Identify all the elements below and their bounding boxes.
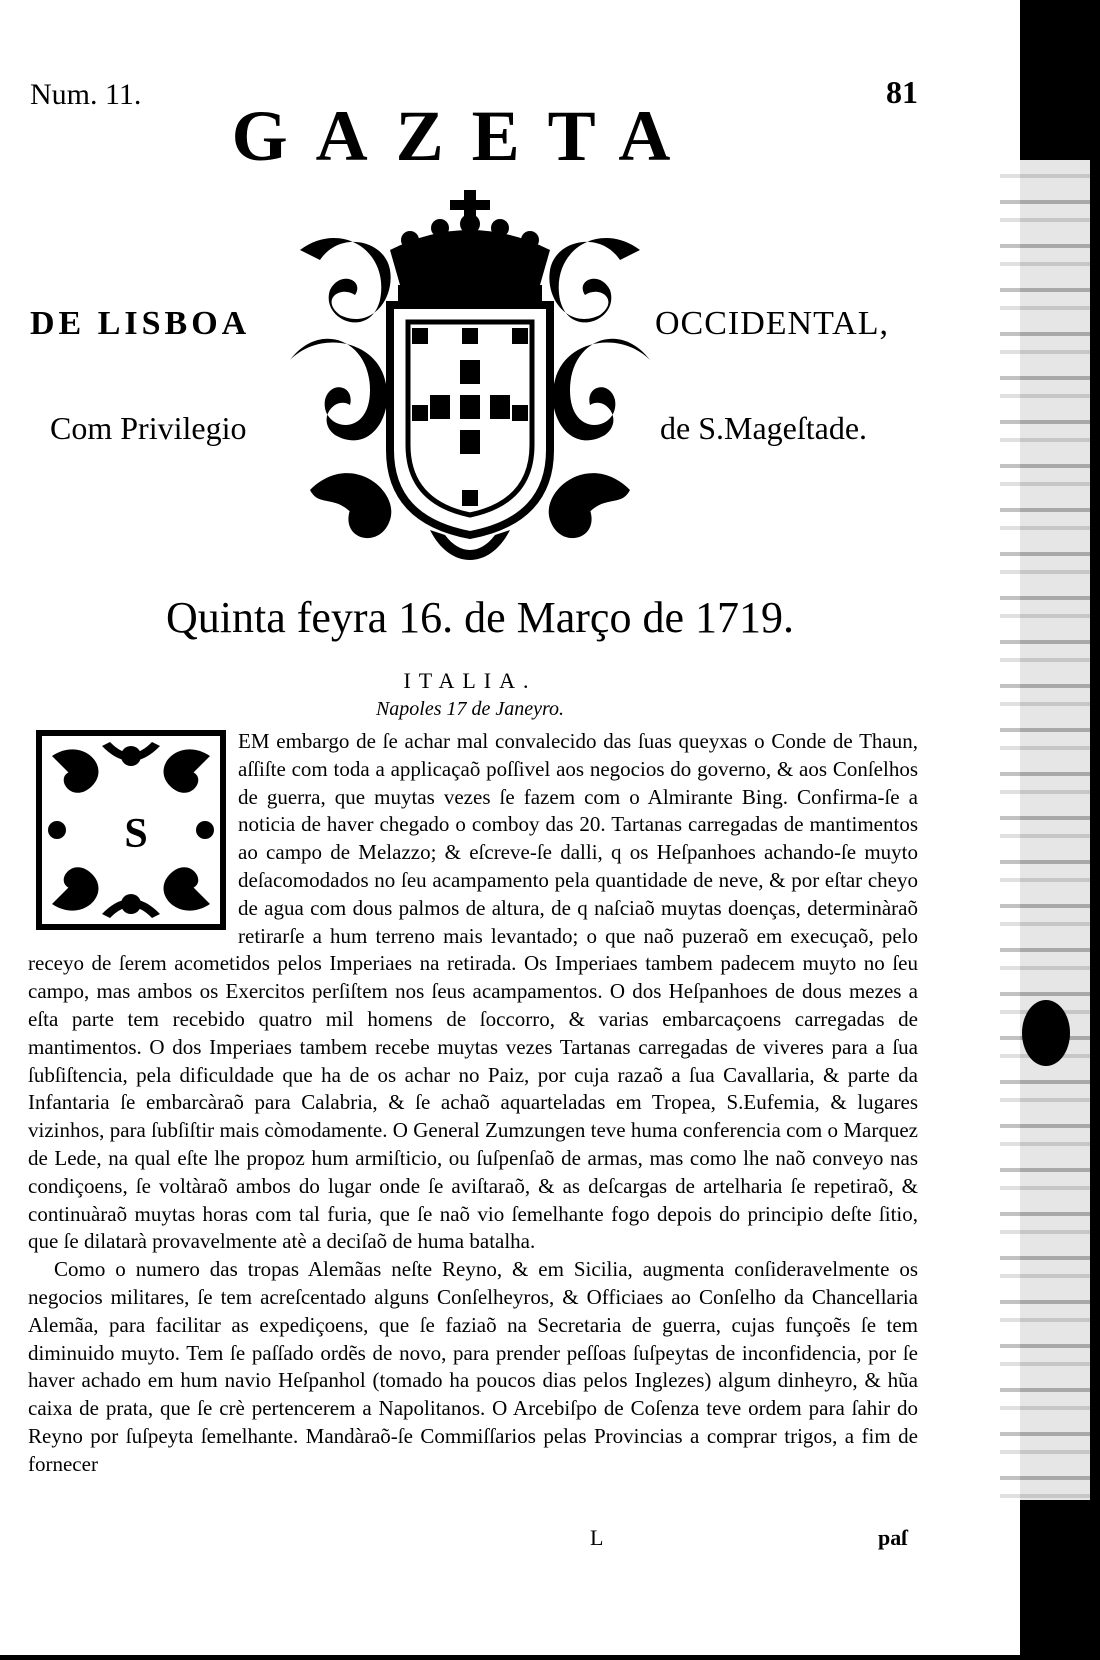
catchword: paſ: [878, 1525, 908, 1550]
ink-blot: [1022, 1000, 1070, 1066]
dateline-place: Napoles 17 de Janeyro.: [375, 698, 565, 720]
article-paragraph: Como o numero das tropas Alemãas neſte Reyno, & em Sicilia, augmenta conſideravelmente os negocios militares, ſe tem acreſcentado alguns Conſelheyros, & Officiaes ao Conſelho da Chancellaria Alemãa, para facilitar as expediçoens, que ſe faziaõ na Secretaria de guerra, cujas funçoẽs ſe tem diminuido muyto. Tem ſe paſſado ordẽs de novo, para prender peſſoas ſuſpeytas de inconfidencia, por ſe haver achado em hum navio Heſpanhol (tomado ha poucos dias pelos Inglezes) algum dinheyro, & hũa caixa de prata, que ſe crè pertencerem a Napolitanos. O Arcebiſpo de Coſenza teve ordem para ſahir do Reyno por ſuſpeyta ſemelhante. Mandàraõ-ſe Commiſſarios pelas Provincias a comprar trigos, a fim de fornecer: [28, 1257, 918, 1476]
masthead-right-line: OCCIDENTAL,: [655, 305, 889, 342]
signature-mark: L: [590, 1525, 604, 1550]
scan-edge: [1000, 160, 1090, 1500]
privilege-right: de S.Mageſtade.: [660, 410, 868, 446]
issue-date: Quinta feyra 16. de Março de 1719.: [165, 593, 794, 642]
section-heading: ITALIA.: [403, 668, 537, 693]
article-paragraph: EM embargo de ſe achar mal convalecido das ſuas queyxas o Conde de Thaun, aſſiſte com toda a applicaçaõ poſſivel aos negocios do governo, & aos Conſelhos de guerra, que muytas vezes ſe fazem com o Almirante Bing. Confirma-ſe a noticia de haver chegado o comboy das 20. Tartanas carregadas de mantimentos ao campo de Melazzo; & eſcreve-ſe dalli, q os Heſpanhoes achando-ſe muyto deſacomodados no ſeu acampamento pela quantidade de neve, & por eſtar cheyo de agua com dous palmos de altura, de q naſciaõ muytas doenças, determinàraõ retirarſe a hum terreno mais levantado; o que naõ puzeraõ em execuçaõ, pelo receyo de ſerem acometidos pelos Imperiaes na retirada. Os Imperiaes tambem padecem muyto no ſeu campo, mas ambos os Exercitos perſiſtem nos ſeus acampamentos. O dos Heſpanhoes de dous mezes a eſta parte tem recebido quatro mil homens de ſoccorro, & varias embarcaçoens carregadas de mantimentos. O dos Imperiaes tambem recebe muytas vezes Tartanas carregadas de viveres para a ſua ſubſiſtencia, pela dificuldade que ha de os achar no Paiz, por cuja razaõ a ſua Cavallaria, & parte da Infantaria ſe embarcàraõ para Calabria, & ſe achaõ aquarteladas em Tropea, S.Eufemia, & lugares vizinhos, para ſubſiſtir mais còmodamente. O General Zumzungen teve huma conferencia com o Marquez de Lede, na qual eſte lhe propoz hum armiſticio, ou ſuſpenſaõ de armas, mas como lhe naõ conveyo nas condiçoens, ſe voltàraõ ambos do lugar onde ſe aviſtaraõ, & as deſcargas de artelharia ſe repetiraõ, & continuàraõ muytas horas com tal furia, que ſe naõ vio ſemelhante fogo depois do principio deſte ſitio, que ſe dilatarà provavelmente atè a deciſaõ de huma batalha.: [28, 729, 918, 1254]
masthead-left-line: DE LISBOA: [30, 305, 251, 342]
privilege-left: Com Privilegio: [50, 410, 247, 446]
initial-letter: S: [112, 806, 160, 862]
page-number: 81: [886, 74, 918, 110]
royal-coat-of-arms-icon: [280, 190, 660, 570]
issue-number: Num. 11.: [30, 78, 142, 111]
gazette-title: GAZETA: [231, 96, 699, 176]
decorated-initial: [36, 730, 226, 930]
